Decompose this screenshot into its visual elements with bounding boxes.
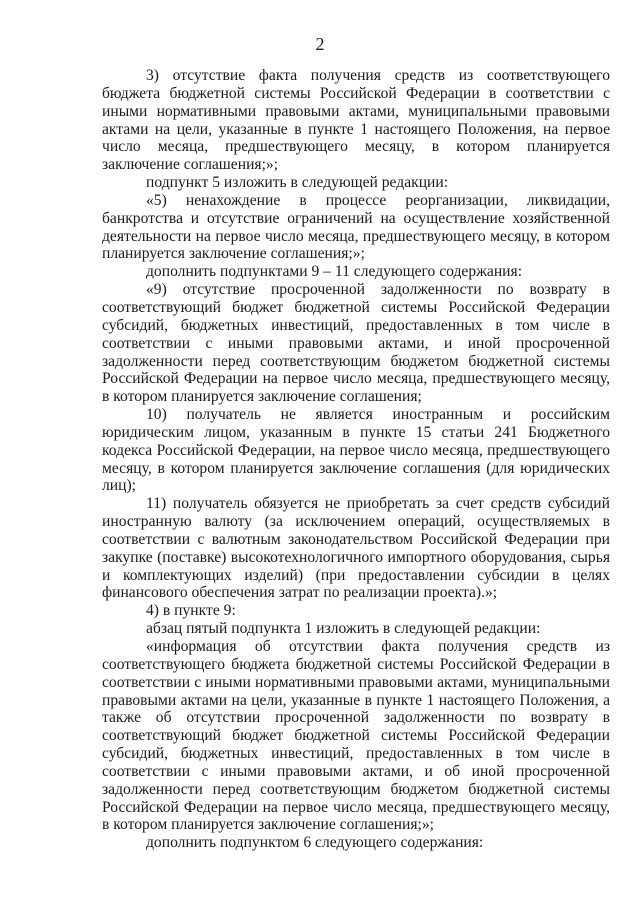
paragraph-subitem-6-intro: дополнить подпунктом 6 следующего содержания: bbox=[146, 834, 484, 852]
paragraph-abzac-intro: абзац пятый подпункта 1 изложить в следующей редакции: bbox=[146, 620, 541, 638]
document-body bbox=[102, 67, 610, 852]
paragraph-subitem-5: «5) ненахождение в процессе реорганизации, ликвидации, банкротства и отсутствие ограничений на осуществление хозяйственной деятельности на первое число месяца, предшествующего месяцу, в котором планируется заключение соглашения;»; bbox=[102, 191, 610, 263]
paragraph-item-4: 4) в пункте 9: bbox=[146, 602, 236, 620]
page-number: 2 bbox=[315, 34, 325, 54]
paragraph-subitem-9: «9) отсутствие просроченной задолженности по возврату в соответствующий бюджет бюджетной системы Российской Федерации субсидий, бюджетных инвестиций, предоставленных в том числе в соответствии с иными правовыми актами, и иной просроченной задолженности перед соответствующим бюджетом бюджетной системы Российской Федерации на первое число месяца, предшествующего месяцу, в котором планируется заключение соглашения; bbox=[102, 281, 610, 406]
paragraph-subitem-11: 11) получатель обязуется не приобретать за счет средств субсидий иностранную валюту (за исключением операций, осуществляемых в соответствии с валютным законодательством Российской Федерации при закупке (поставке) высокотехнологичного импортного оборудования, сырья и комплектующих изделий) (при предоставлении субсидии в целях финансового обеспечения затрат по реализации проекта).»; bbox=[102, 495, 610, 602]
paragraph-subitem-3: 3) отсутствие факта получения средств из соответствующего бюджета бюджетной системы Российской Федерации в соответствии с иными нормативными правовыми актами, муниципальными правовыми актами на цели, указанные в пункте 1 настоящего Положения, на первое число месяца, предшествующего месяцу, в котором планируется заключение соглашения;»; bbox=[102, 67, 610, 174]
paragraph-subitems-9-11-intro: дополнить подпунктами 9 – 11 следующего содержания: bbox=[146, 263, 523, 281]
paragraph-subitem-10: 10) получатель не является иностранным и российским юридическим лицом, указанным в пункте 15 статьи 241 Бюджетного кодекса Российской Федерации, на первое число месяца, предшествующего месяцу, в котором планируется заключение соглашения (для юридических лиц); bbox=[102, 406, 610, 495]
paragraph-abzac-text: «информация об отсутствии факта получения средств из соответствующего бюджета бюджетной системы Российской Федерации в соответствии с иными нормативными правовыми актами, муниципальными правовыми актами на цели, указанные в пункте 1 настоящего Положения, а также об отсутствии просроченной задолженности по возврату в соответствующий бюджет бюджетной системы Российской Федерации субсидий, бюджетных инвестиций, предоставленных в том числе в соответствии с иными правовыми актами, и об иной просроченной задолженности перед соответствующим бюджетом бюджетной системы Российской Федерации на первое число месяца, предшествующего месяцу, в котором планируется заключение соглашения;»; bbox=[102, 638, 610, 834]
paragraph-subitem-5-intro: подпункт 5 изложить в следующей редакции: bbox=[146, 174, 449, 192]
